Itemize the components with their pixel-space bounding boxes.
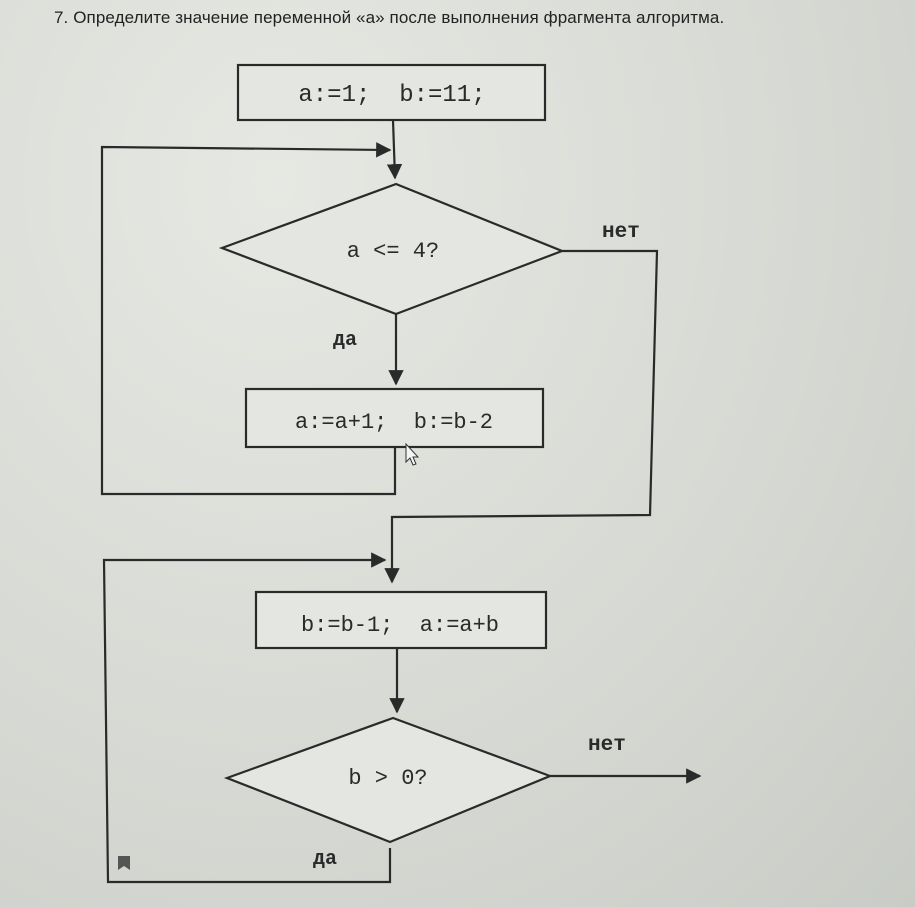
init-arrow-line	[393, 120, 395, 178]
question-text: 7. Определите значение переменной «a» после выполнения фрагмента алгоритма.	[54, 8, 725, 27]
condition2-no-label: нет	[588, 734, 626, 757]
body1-text: a:=a+1; b:=b-2	[294, 410, 494, 435]
condition1-yes-label: да	[333, 329, 358, 352]
init-text: a:=1; b:=11;	[298, 82, 486, 109]
bookmark-icon	[118, 856, 130, 870]
condition1-no-label: нет	[602, 221, 640, 244]
condition1-text: a <= 4?	[346, 239, 440, 264]
body2-text: b:=b-1; a:=a+b	[300, 613, 500, 638]
condition2-yes-label: да	[313, 848, 338, 871]
condition2-text: b > 0?	[348, 766, 428, 791]
